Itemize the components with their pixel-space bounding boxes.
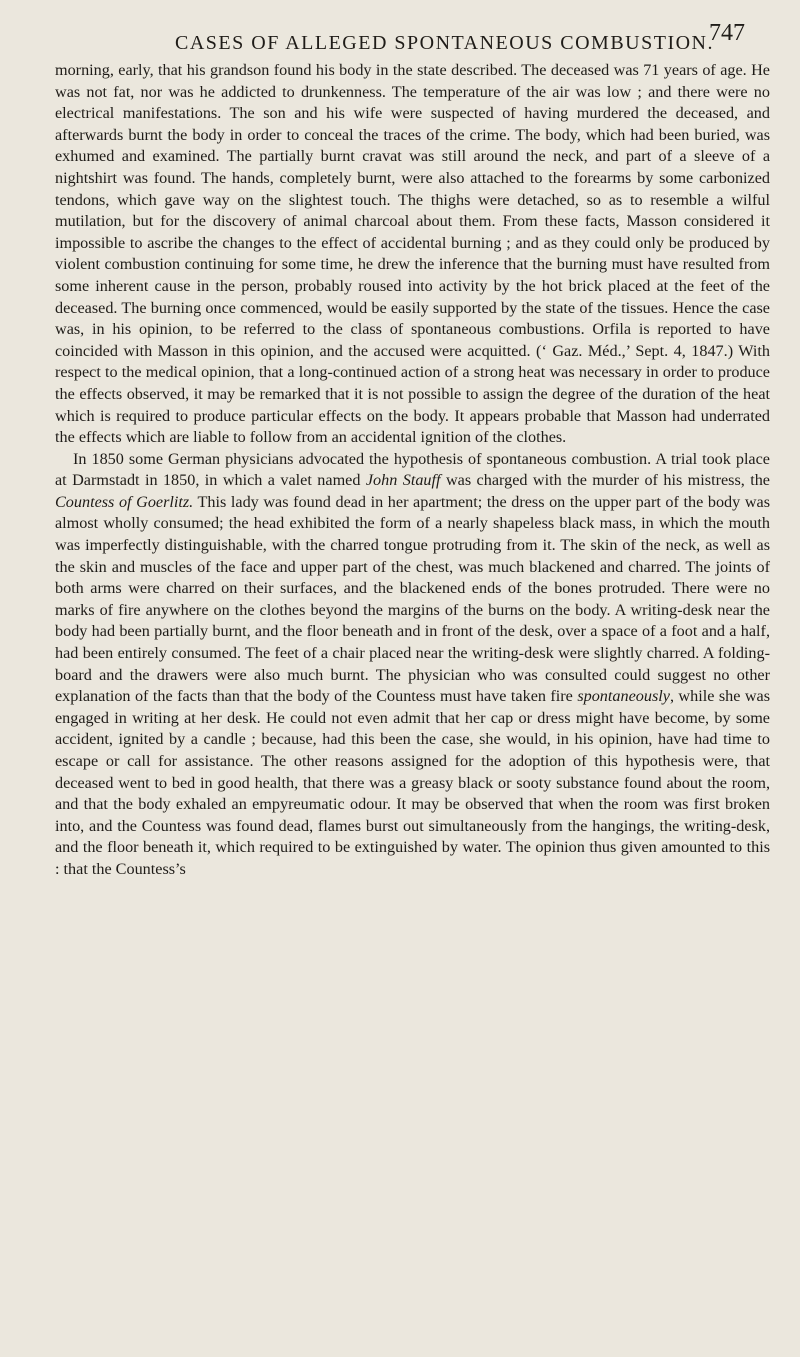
paragraph-text: morning, early, that his grandson found his body in the state described. The deceased was 71 years of age. He was not fat, nor was he addicted to drunkenness. The temperature of the air was low ; and there were no electrical manifestations. The son and his wife were suspected of having murdered the deceased, and afterwards burnt the body in order to conceal the traces of the crime. The body, which had been buried, was exhumed and examined. The partially burnt cravat was still around the neck, and part of a sleeve of a nightshirt was found. The hands, completely burnt, were also attached to the forearms by some carbonized tendons, which gave way on the slightest touch. The thighs were detached, so as to resemble a wilful mutilation, but for the discovery of animal charcoal about them. From these facts, Masson considered it impossible to ascribe the changes to the effect of accidental burning ; and as they could only be produced by violent combustion continuing for some time, he drew the inference that the burning must have resulted from some inherent cause in the person, probably roused into activity by the hot brick placed at the feet of the deceased. The burning once commenced, would be easily supported by the state of the tissues. Hence the case was, in his opinion, to be referred to the class of spontaneous combustions. Orfila is reported to have coincided with Masson in this opinion, and the accused were acquitted. (‘ Gaz. Méd.,’ Sept. 4, 1847.) With respect to the medical opinion, that a long-continued action of a strong heat was necessary in order to produce the effects observed, it may be remarked that it is not possible to assign the degree of the duration of the heat which is required to produce particular effects on the body. It appears probable that Masson had underrated the effects which are liable to follow from an accidental ignition of the clothes. [55, 61, 770, 447]
running-head [55, 14, 770, 54]
person-name-italic: John Stauff [365, 471, 441, 490]
paragraph-text: This lady was found dead in her apartment; the dress on the upper part of the body was almost wholly consumed; the head exhibited the form of a nearly shapeless black mass, in which the mouth was imperfectly distinguishable, with the charred tongue protruding from it. The skin of the neck, as well as the skin and muscles of the face and upper part of the chest, was much blackened and charred. The joints of both arms were charred on their surfaces, and the blackened ends of the bones protruded. There were no marks of fire anywhere on the clothes beyond the margins of the burns on the body. A writing-desk near the body had been partially burnt, and the floor beneath and in front of the desk, over a space of a foot and a half, had been entirely consumed. The feet of a chair placed near the writing-desk were slightly charred. A folding-board and the drawers were also much burnt. The physician who was consulted could suggest no other explanation of the facts than that the body of the Countess must have taken fire [55, 492, 770, 706]
paragraph-continuation [55, 60, 770, 449]
paragraph-text: , while she was engaged in writing at her desk. He could not even admit that her cap or dress might have become, by some accident, ignited by a candle ; because, had this been the case, she would, in his opinion, have had time to escape or call for assistance. The other reasons assigned for the adoption of this hypothesis were, that deceased went to bed in good health, that there was a greasy black or sooty substance found about the room, and that the body exhaled an empyreumatic odour. It may be observed that when the room was first broken into, and the Countess was found dead, flames burst out simultaneously from the hangings, the writing-desk, and the floor beneath it, which required to be extinguished by water. The opinion thus given amounted to this : that the Countess’s [55, 687, 770, 878]
paragraph-1850-trial [55, 449, 770, 881]
person-name-italic: Countess of Goerlitz. [55, 492, 194, 511]
page-number: 747 [709, 20, 745, 46]
emphasis-italic: spontaneously [577, 687, 670, 706]
running-title: CASES OF ALLEGED SPONTANEOUS COMBUSTION. [175, 32, 715, 54]
body-text [55, 60, 770, 881]
paragraph-text: was charged with the murder of his mistress, the [440, 471, 770, 490]
paragraph-text: In 1850 some German physicians advocated the hypothesis of spontaneous combustion. A trial took place at Darmstadt in 1850, in which a valet named [55, 449, 770, 490]
